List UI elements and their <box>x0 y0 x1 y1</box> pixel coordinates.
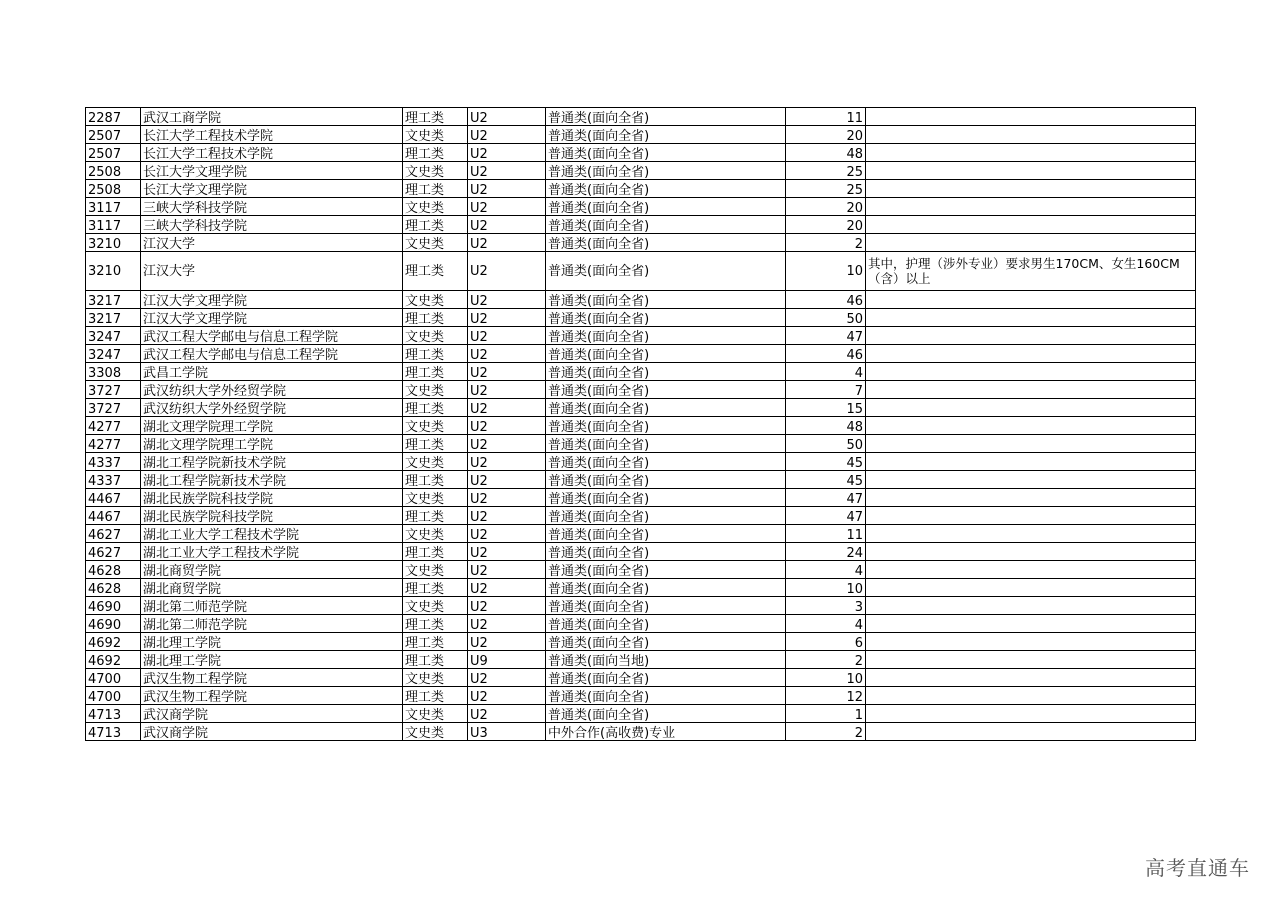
table-row <box>86 615 1196 633</box>
school-code-cell: 3210 <box>86 252 141 291</box>
subject-type-cell: 理工类 <box>403 216 468 234</box>
table-body <box>86 108 1196 741</box>
plan-type-cell: 普通类(面向全省) <box>546 507 786 525</box>
school-name-cell: 江汉大学 <box>141 234 403 252</box>
plan-type-cell: 普通类(面向全省) <box>546 216 786 234</box>
school-code-cell: 4628 <box>86 579 141 597</box>
subject-type-cell: 文史类 <box>403 669 468 687</box>
table-row <box>86 435 1196 453</box>
subject-type-cell: 文史类 <box>403 705 468 723</box>
plan-type-cell: 普通类(面向全省) <box>546 489 786 507</box>
note-cell <box>866 381 1196 399</box>
note-cell <box>866 489 1196 507</box>
note-cell <box>866 471 1196 489</box>
plan-type-cell: 普通类(面向全省) <box>546 543 786 561</box>
plan-count-cell: 45 <box>786 453 866 471</box>
batch-code-cell: U2 <box>468 489 546 507</box>
school-name-cell: 湖北文理学院理工学院 <box>141 435 403 453</box>
subject-type-cell: 文史类 <box>403 453 468 471</box>
school-code-cell: 4627 <box>86 543 141 561</box>
plan-type-cell: 普通类(面向全省) <box>546 234 786 252</box>
plan-count-cell: 50 <box>786 309 866 327</box>
plan-count-cell: 7 <box>786 381 866 399</box>
note-cell <box>866 453 1196 471</box>
plan-count-cell: 47 <box>786 489 866 507</box>
plan-count-cell: 11 <box>786 108 866 126</box>
school-code-cell: 4692 <box>86 651 141 669</box>
plan-type-cell: 普通类(面向全省) <box>546 687 786 705</box>
note-cell <box>866 345 1196 363</box>
subject-type-cell: 理工类 <box>403 345 468 363</box>
batch-code-cell: U2 <box>468 543 546 561</box>
enrollment-plan-table <box>85 107 1196 741</box>
batch-code-cell: U2 <box>468 381 546 399</box>
batch-code-cell: U2 <box>468 291 546 309</box>
batch-code-cell: U2 <box>468 615 546 633</box>
subject-type-cell: 理工类 <box>403 108 468 126</box>
plan-type-cell: 普通类(面向全省) <box>546 669 786 687</box>
note-cell <box>866 180 1196 198</box>
table-row <box>86 180 1196 198</box>
table-row <box>86 162 1196 180</box>
batch-code-cell: U2 <box>468 633 546 651</box>
table-row <box>86 561 1196 579</box>
school-code-cell: 4627 <box>86 525 141 543</box>
table-row <box>86 705 1196 723</box>
plan-type-cell: 普通类(面向全省) <box>546 309 786 327</box>
school-name-cell: 湖北第二师范学院 <box>141 597 403 615</box>
school-code-cell: 3727 <box>86 399 141 417</box>
school-code-cell: 4713 <box>86 723 141 741</box>
school-name-cell: 湖北工业大学工程技术学院 <box>141 525 403 543</box>
school-code-cell: 3247 <box>86 345 141 363</box>
batch-code-cell: U2 <box>468 435 546 453</box>
subject-type-cell: 文史类 <box>403 597 468 615</box>
plan-count-cell: 4 <box>786 561 866 579</box>
school-code-cell: 4467 <box>86 507 141 525</box>
plan-type-cell: 普通类(面向全省) <box>546 471 786 489</box>
plan-count-cell: 4 <box>786 363 866 381</box>
school-name-cell: 江汉大学文理学院 <box>141 309 403 327</box>
plan-type-cell: 普通类(面向全省) <box>546 417 786 435</box>
school-code-cell: 4628 <box>86 561 141 579</box>
batch-code-cell: U2 <box>468 507 546 525</box>
table-row <box>86 309 1196 327</box>
note-cell <box>866 126 1196 144</box>
batch-code-cell: U9 <box>468 651 546 669</box>
school-name-cell: 湖北工业大学工程技术学院 <box>141 543 403 561</box>
plan-type-cell: 中外合作(高收费)专业 <box>546 723 786 741</box>
table-row <box>86 417 1196 435</box>
note-cell <box>866 579 1196 597</box>
plan-count-cell: 10 <box>786 252 866 291</box>
plan-type-cell: 普通类(面向全省) <box>546 291 786 309</box>
school-name-cell: 湖北工程学院新技术学院 <box>141 471 403 489</box>
plan-count-cell: 25 <box>786 162 866 180</box>
plan-count-cell: 4 <box>786 615 866 633</box>
plan-count-cell: 20 <box>786 198 866 216</box>
subject-type-cell: 理工类 <box>403 579 468 597</box>
subject-type-cell: 文史类 <box>403 561 468 579</box>
plan-type-cell: 普通类(面向全省) <box>546 180 786 198</box>
plan-type-cell: 普通类(面向全省) <box>546 327 786 345</box>
plan-count-cell: 45 <box>786 471 866 489</box>
subject-type-cell: 理工类 <box>403 435 468 453</box>
school-code-cell: 2508 <box>86 180 141 198</box>
subject-type-cell: 理工类 <box>403 252 468 291</box>
plan-count-cell: 50 <box>786 435 866 453</box>
school-name-cell: 三峡大学科技学院 <box>141 216 403 234</box>
note-cell <box>866 327 1196 345</box>
school-code-cell: 4700 <box>86 669 141 687</box>
plan-type-cell: 普通类(面向全省) <box>546 144 786 162</box>
plan-type-cell: 普通类(面向全省) <box>546 597 786 615</box>
school-name-cell: 湖北第二师范学院 <box>141 615 403 633</box>
note-cell <box>866 525 1196 543</box>
school-code-cell: 4690 <box>86 615 141 633</box>
plan-count-cell: 24 <box>786 543 866 561</box>
table-row <box>86 723 1196 741</box>
plan-count-cell: 15 <box>786 399 866 417</box>
school-code-cell: 3217 <box>86 309 141 327</box>
school-name-cell: 武汉生物工程学院 <box>141 669 403 687</box>
subject-type-cell: 理工类 <box>403 543 468 561</box>
batch-code-cell: U2 <box>468 198 546 216</box>
note-cell <box>866 669 1196 687</box>
table-row <box>86 399 1196 417</box>
note-cell <box>866 234 1196 252</box>
school-code-cell: 2507 <box>86 126 141 144</box>
table-row <box>86 579 1196 597</box>
subject-type-cell: 理工类 <box>403 615 468 633</box>
school-name-cell: 武汉商学院 <box>141 723 403 741</box>
table-row <box>86 252 1196 291</box>
note-cell <box>866 399 1196 417</box>
note-cell <box>866 162 1196 180</box>
school-name-cell: 武汉纺织大学外经贸学院 <box>141 381 403 399</box>
note-cell <box>866 633 1196 651</box>
batch-code-cell: U2 <box>468 309 546 327</box>
school-name-cell: 武汉工程大学邮电与信息工程学院 <box>141 345 403 363</box>
plan-count-cell: 2 <box>786 234 866 252</box>
batch-code-cell: U2 <box>468 687 546 705</box>
plan-count-cell: 6 <box>786 633 866 651</box>
table-row <box>86 381 1196 399</box>
school-name-cell: 江汉大学文理学院 <box>141 291 403 309</box>
batch-code-cell: U2 <box>468 327 546 345</box>
subject-type-cell: 文史类 <box>403 723 468 741</box>
batch-code-cell: U2 <box>468 345 546 363</box>
note-cell <box>866 309 1196 327</box>
note-cell <box>866 561 1196 579</box>
plan-type-cell: 普通类(面向全省) <box>546 363 786 381</box>
school-name-cell: 武汉商学院 <box>141 705 403 723</box>
table-row <box>86 597 1196 615</box>
school-name-cell: 长江大学工程技术学院 <box>141 144 403 162</box>
table-row <box>86 543 1196 561</box>
subject-type-cell: 理工类 <box>403 471 468 489</box>
plan-count-cell: 2 <box>786 651 866 669</box>
subject-type-cell: 文史类 <box>403 489 468 507</box>
school-code-cell: 3210 <box>86 234 141 252</box>
batch-code-cell: U2 <box>468 471 546 489</box>
table-row <box>86 525 1196 543</box>
school-name-cell: 长江大学文理学院 <box>141 180 403 198</box>
school-code-cell: 4713 <box>86 705 141 723</box>
batch-code-cell: U3 <box>468 723 546 741</box>
plan-count-cell: 46 <box>786 291 866 309</box>
plan-count-cell: 25 <box>786 180 866 198</box>
batch-code-cell: U2 <box>468 126 546 144</box>
plan-count-cell: 47 <box>786 507 866 525</box>
batch-code-cell: U2 <box>468 561 546 579</box>
plan-type-cell: 普通类(面向全省) <box>546 561 786 579</box>
plan-type-cell: 普通类(面向全省) <box>546 453 786 471</box>
table-row <box>86 669 1196 687</box>
plan-count-cell: 2 <box>786 723 866 741</box>
subject-type-cell: 文史类 <box>403 126 468 144</box>
plan-count-cell: 1 <box>786 705 866 723</box>
table-row <box>86 291 1196 309</box>
table-row <box>86 363 1196 381</box>
school-name-cell: 武昌工学院 <box>141 363 403 381</box>
school-name-cell: 湖北工程学院新技术学院 <box>141 453 403 471</box>
school-code-cell: 4690 <box>86 597 141 615</box>
school-code-cell: 4692 <box>86 633 141 651</box>
school-code-cell: 4700 <box>86 687 141 705</box>
school-code-cell: 4337 <box>86 471 141 489</box>
subject-type-cell: 文史类 <box>403 525 468 543</box>
note-cell <box>866 507 1196 525</box>
plan-type-cell: 普通类(面向当地) <box>546 651 786 669</box>
table-row <box>86 507 1196 525</box>
subject-type-cell: 文史类 <box>403 381 468 399</box>
note-cell <box>866 705 1196 723</box>
school-code-cell: 3217 <box>86 291 141 309</box>
batch-code-cell: U2 <box>468 252 546 291</box>
plan-count-cell: 48 <box>786 144 866 162</box>
batch-code-cell: U2 <box>468 417 546 435</box>
school-code-cell: 4337 <box>86 453 141 471</box>
school-code-cell: 4277 <box>86 417 141 435</box>
plan-count-cell: 10 <box>786 669 866 687</box>
plan-type-cell: 普通类(面向全省) <box>546 252 786 291</box>
plan-count-cell: 47 <box>786 327 866 345</box>
subject-type-cell: 理工类 <box>403 651 468 669</box>
note-cell <box>866 291 1196 309</box>
batch-code-cell: U2 <box>468 216 546 234</box>
batch-code-cell: U2 <box>468 525 546 543</box>
school-name-cell: 湖北民族学院科技学院 <box>141 489 403 507</box>
table-row <box>86 234 1196 252</box>
table-row <box>86 453 1196 471</box>
note-cell <box>866 216 1196 234</box>
table-row <box>86 651 1196 669</box>
subject-type-cell: 文史类 <box>403 234 468 252</box>
plan-type-cell: 普通类(面向全省) <box>546 633 786 651</box>
school-code-cell: 3308 <box>86 363 141 381</box>
batch-code-cell: U2 <box>468 399 546 417</box>
plan-type-cell: 普通类(面向全省) <box>546 108 786 126</box>
batch-code-cell: U2 <box>468 144 546 162</box>
subject-type-cell: 文史类 <box>403 291 468 309</box>
subject-type-cell: 理工类 <box>403 309 468 327</box>
note-cell <box>866 417 1196 435</box>
batch-code-cell: U2 <box>468 180 546 198</box>
table-row <box>86 471 1196 489</box>
school-name-cell: 武汉纺织大学外经贸学院 <box>141 399 403 417</box>
table-row <box>86 144 1196 162</box>
batch-code-cell: U2 <box>468 705 546 723</box>
note-cell <box>866 198 1196 216</box>
subject-type-cell: 理工类 <box>403 399 468 417</box>
plan-count-cell: 20 <box>786 126 866 144</box>
table-row <box>86 489 1196 507</box>
school-name-cell: 武汉生物工程学院 <box>141 687 403 705</box>
school-name-cell: 湖北民族学院科技学院 <box>141 507 403 525</box>
plan-type-cell: 普通类(面向全省) <box>546 126 786 144</box>
plan-type-cell: 普通类(面向全省) <box>546 579 786 597</box>
school-name-cell: 湖北商贸学院 <box>141 561 403 579</box>
note-cell <box>866 723 1196 741</box>
subject-type-cell: 文史类 <box>403 327 468 345</box>
school-code-cell: 4467 <box>86 489 141 507</box>
plan-type-cell: 普通类(面向全省) <box>546 345 786 363</box>
school-name-cell: 湖北理工学院 <box>141 633 403 651</box>
note-cell <box>866 108 1196 126</box>
note-cell <box>866 435 1196 453</box>
plan-type-cell: 普通类(面向全省) <box>546 381 786 399</box>
school-name-cell: 江汉大学 <box>141 252 403 291</box>
note-cell <box>866 363 1196 381</box>
batch-code-cell: U2 <box>468 162 546 180</box>
school-name-cell: 长江大学工程技术学院 <box>141 126 403 144</box>
batch-code-cell: U2 <box>468 108 546 126</box>
table-row <box>86 198 1196 216</box>
school-name-cell: 三峡大学科技学院 <box>141 198 403 216</box>
subject-type-cell: 文史类 <box>403 162 468 180</box>
plan-count-cell: 48 <box>786 417 866 435</box>
plan-type-cell: 普通类(面向全省) <box>546 525 786 543</box>
table-row <box>86 216 1196 234</box>
note-cell <box>866 543 1196 561</box>
batch-code-cell: U2 <box>468 363 546 381</box>
school-code-cell: 2287 <box>86 108 141 126</box>
school-name-cell: 湖北文理学院理工学院 <box>141 417 403 435</box>
plan-count-cell: 10 <box>786 579 866 597</box>
plan-type-cell: 普通类(面向全省) <box>546 435 786 453</box>
school-name-cell: 长江大学文理学院 <box>141 162 403 180</box>
plan-count-cell: 12 <box>786 687 866 705</box>
table-row <box>86 126 1196 144</box>
note-cell <box>866 597 1196 615</box>
note-cell: 其中，护理（涉外专业）要求男生170CM、女生160CM（含）以上 <box>866 252 1196 291</box>
plan-type-cell: 普通类(面向全省) <box>546 705 786 723</box>
plan-count-cell: 46 <box>786 345 866 363</box>
batch-code-cell: U2 <box>468 234 546 252</box>
note-cell <box>866 615 1196 633</box>
note-cell <box>866 687 1196 705</box>
table-row <box>86 633 1196 651</box>
batch-code-cell: U2 <box>468 579 546 597</box>
batch-code-cell: U2 <box>468 597 546 615</box>
subject-type-cell: 文史类 <box>403 417 468 435</box>
table-row <box>86 345 1196 363</box>
plan-count-cell: 20 <box>786 216 866 234</box>
table-row <box>86 327 1196 345</box>
subject-type-cell: 理工类 <box>403 180 468 198</box>
school-name-cell: 湖北理工学院 <box>141 651 403 669</box>
school-name-cell: 湖北商贸学院 <box>141 579 403 597</box>
plan-type-cell: 普通类(面向全省) <box>546 615 786 633</box>
school-code-cell: 2508 <box>86 162 141 180</box>
subject-type-cell: 理工类 <box>403 687 468 705</box>
plan-count-cell: 11 <box>786 525 866 543</box>
note-cell <box>866 144 1196 162</box>
plan-type-cell: 普通类(面向全省) <box>546 162 786 180</box>
plan-type-cell: 普通类(面向全省) <box>546 399 786 417</box>
school-code-cell: 3117 <box>86 198 141 216</box>
subject-type-cell: 理工类 <box>403 144 468 162</box>
batch-code-cell: U2 <box>468 453 546 471</box>
subject-type-cell: 理工类 <box>403 363 468 381</box>
plan-type-cell: 普通类(面向全省) <box>546 198 786 216</box>
table-row <box>86 687 1196 705</box>
subject-type-cell: 文史类 <box>403 198 468 216</box>
table-row <box>86 108 1196 126</box>
school-code-cell: 2507 <box>86 144 141 162</box>
subject-type-cell: 理工类 <box>403 633 468 651</box>
batch-code-cell: U2 <box>468 669 546 687</box>
school-code-cell: 3247 <box>86 327 141 345</box>
subject-type-cell: 理工类 <box>403 507 468 525</box>
note-cell <box>866 651 1196 669</box>
school-name-cell: 武汉工程大学邮电与信息工程学院 <box>141 327 403 345</box>
school-code-cell: 4277 <box>86 435 141 453</box>
plan-count-cell: 3 <box>786 597 866 615</box>
watermark-text: 高考直通车 <box>1145 856 1250 880</box>
school-code-cell: 3117 <box>86 216 141 234</box>
school-name-cell: 武汉工商学院 <box>141 108 403 126</box>
school-code-cell: 3727 <box>86 381 141 399</box>
